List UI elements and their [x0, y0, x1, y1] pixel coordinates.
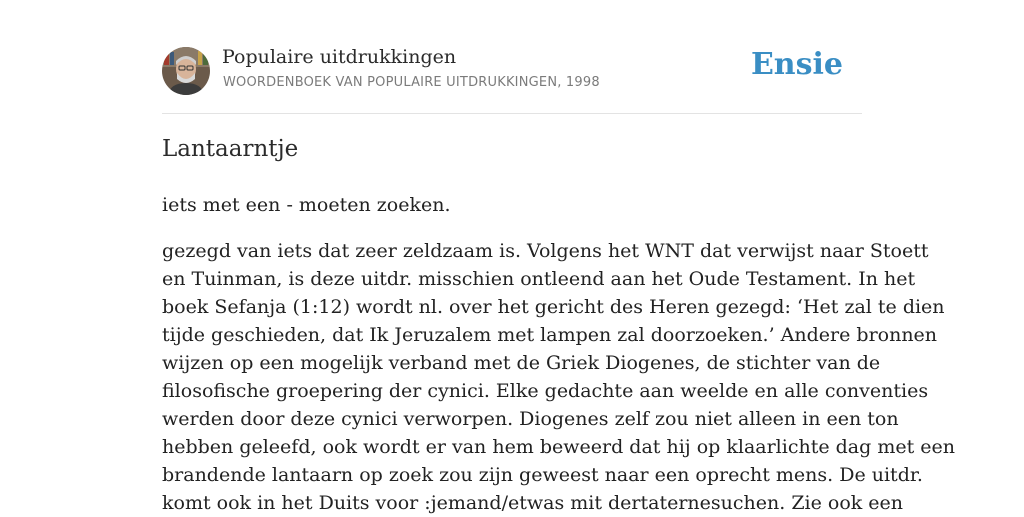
- source-header: [162, 0, 862, 114]
- body-line: en Tuinman, is deze uitdr. misschien ontleend aan het Oude Testament. In het: [162, 268, 916, 290]
- body-line: wijzen op een mogelijk verband met de Griek Diogenes, de stichter van de: [162, 352, 881, 374]
- entry-definition: iets met een - moeten zoeken.: [162, 194, 451, 216]
- body-line: werden door deze cynici verworpen. Diogenes zelf zou niet alleen in een ton: [162, 408, 899, 430]
- source-title[interactable]: Populaire uitdrukkingen: [222, 46, 457, 68]
- body-line: hebben geleefd, ook wordt er van hem beweerd dat hij op klaarlichte dag met een: [162, 436, 955, 458]
- body-line: komt ook in het Duits voor :jemand/etwas mit dertaternesuchen. Zie ook een: [162, 492, 904, 514]
- body-line: boek Sefanja (1:12) wordt nl. over het gericht des Heren gezegd: ‘Het zal te dien: [162, 296, 945, 318]
- author-portrait-icon[interactable]: [162, 47, 210, 95]
- entry-body: [162, 237, 955, 517]
- body-line: brandende lantaarn op zoek zou zijn geweest naar een oprecht mens. De uitdr.: [162, 464, 923, 486]
- body-line: filosofische groepering der cynici. Elke gedachte aan weelde en alle conventies: [162, 380, 929, 402]
- body-line: gezegd van iets dat zeer zeldzaam is. Volgens het WNT dat verwijst naar Stoett: [162, 240, 929, 262]
- source-subtitle: WOORDENBOEK VAN POPULAIRE UITDRUKKINGEN, 1998: [223, 75, 600, 90]
- body-line: tijde geschieden, dat Ik Jeruzalem met lampen zal doorzoeken.’ Andere bronnen: [162, 324, 938, 346]
- page-container: [162, 0, 955, 514]
- entry-title: Lantaarntje: [162, 136, 299, 162]
- brand-logo-link[interactable]: Ensie: [750, 47, 843, 82]
